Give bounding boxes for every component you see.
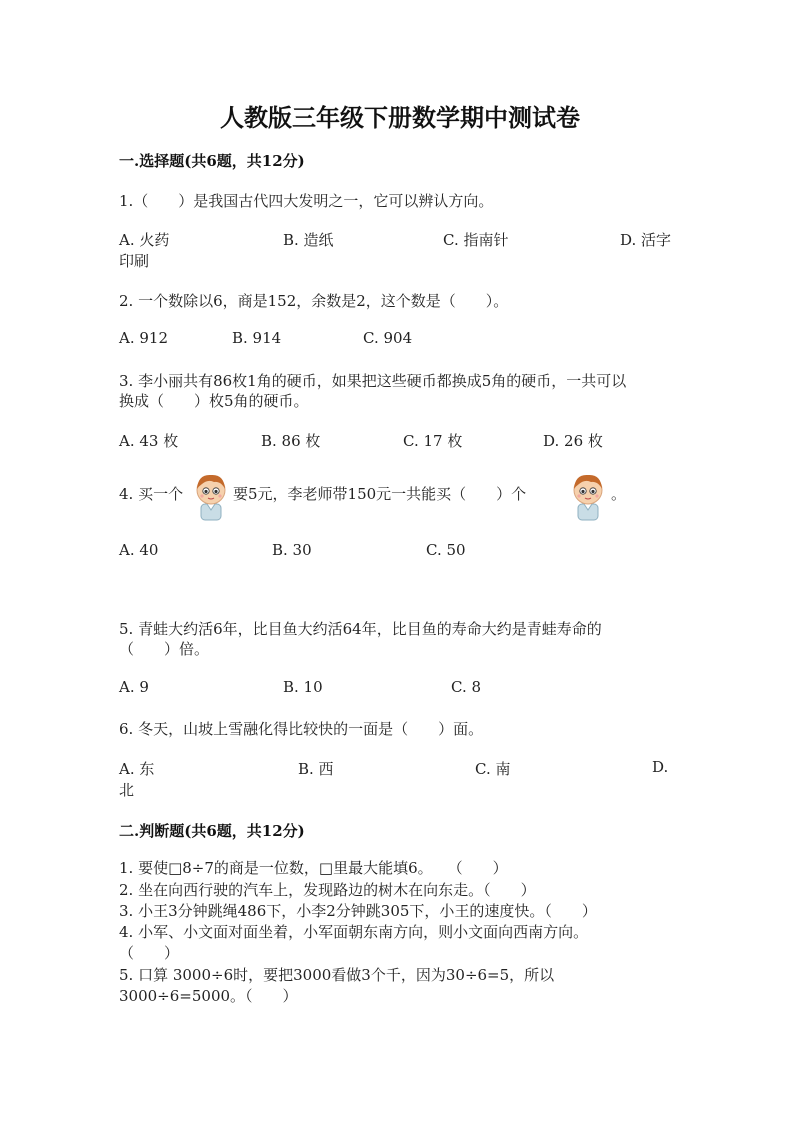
question-3-line-1: 3. 李小丽共有86枚1角的硬币，如果把这些硬币都换成5角的硬币，一共可以 (119, 372, 627, 390)
judgement-3: 3. 小王3分钟跳绳486下，小李2分钟跳305下，小王的速度快。（ ） (119, 902, 597, 920)
q3-option-c: C. 17 枚 (403, 432, 463, 450)
q3-option-b: B. 86 枚 (261, 432, 321, 450)
question-4-part-3: 。 (611, 485, 627, 503)
question-1-text: 1.（ ）是我国古代四大发明之一，它可以辨认方向。 (119, 192, 494, 210)
q2-option-a: A. 912 (119, 329, 168, 347)
q1-option-a: A. 火药 (119, 231, 170, 249)
q1-option-d-wrap: 印刷 (119, 252, 150, 270)
q3-option-a: A. 43 枚 (119, 432, 179, 450)
q2-option-c: C. 904 (363, 329, 413, 347)
q1-option-d: D. 活字 (620, 231, 672, 249)
q4-option-a: A. 40 (119, 541, 159, 559)
q4-option-c: C. 50 (426, 541, 466, 559)
judgement-1: 1. 要使□8÷7的商是一位数，□里最大能填6。 （ ） (119, 859, 508, 877)
question-4-part-2: 要5元，李老师带150元一共能买（ ）个 (233, 485, 527, 503)
q5-option-a: A. 9 (119, 678, 149, 696)
section-heading-choice: 一.选择题(共6题，共12分) (119, 152, 305, 170)
q2-option-b: B. 914 (232, 329, 282, 347)
question-3-line-2: 换成（ ）枚5角的硬币。 (119, 392, 309, 410)
page-title: 人教版三年级下册数学期中测试卷 (220, 103, 580, 132)
q4-option-b: B. 30 (272, 541, 312, 559)
q6-option-d: D. (652, 758, 669, 776)
question-4-part-1: 4. 买一个 (119, 485, 184, 503)
judgement-2: 2. 坐在向西行驶的汽车上，发现路边的树木在向东走。（ ） (119, 881, 536, 899)
q3-option-d: D. 26 枚 (543, 432, 603, 450)
q6-option-c: C. 南 (475, 760, 511, 778)
q6-option-d-wrap: 北 (119, 781, 135, 799)
judgement-4-line-2: （ ） (119, 944, 180, 962)
question-5-line-2: （ ）倍。 (119, 640, 210, 658)
judgement-5-line-2: 3000÷6=5000。（ ） (119, 987, 298, 1005)
judgement-5-line-1: 5. 口算 3000÷6时，要把3000看做3个千，因为30÷6=5，所以 (119, 966, 555, 984)
q1-option-c: C. 指南针 (443, 231, 509, 249)
question-6-text: 6. 冬天，山坡上雪融化得比较快的一面是（ ）面。 (119, 720, 484, 738)
boy-figure-icon (192, 470, 230, 522)
q6-option-b: B. 西 (298, 760, 334, 778)
q5-option-b: B. 10 (283, 678, 323, 696)
question-2-text: 2. 一个数除以6，商是152，余数是2，这个数是（ ）。 (119, 292, 509, 310)
q6-option-a: A. 东 (119, 760, 155, 778)
question-5-line-1: 5. 青蛙大约活6年，比目鱼大约活64年，比目鱼的寿命大约是青蛙寿命的 (119, 620, 602, 638)
q1-option-b: B. 造纸 (283, 231, 334, 249)
section-heading-judgement: 二.判断题(共6题，共12分) (119, 822, 305, 840)
q5-option-c: C. 8 (451, 678, 482, 696)
boy-figure-icon-2 (569, 470, 607, 522)
judgement-4-line-1: 4. 小军、小文面对面坐着，小军面朝东南方向，则小文面向西南方向。 (119, 923, 589, 941)
